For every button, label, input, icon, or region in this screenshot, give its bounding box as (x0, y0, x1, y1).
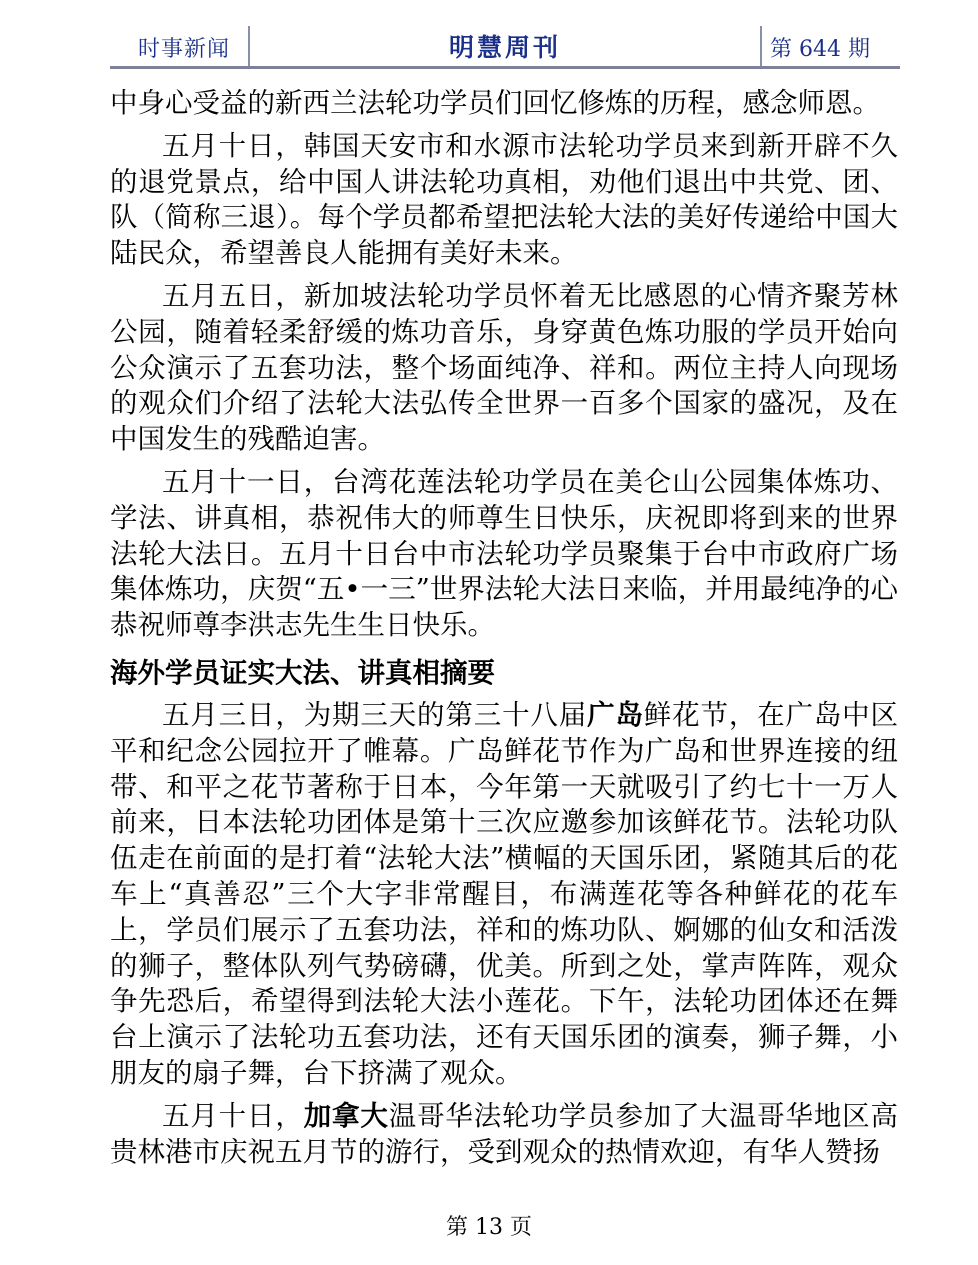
issue-number: 第 644 期 (770, 37, 870, 62)
paragraph-canada (110, 1099, 898, 1171)
location-emphasis: 加拿大 (303, 1099, 389, 1132)
page-number: 第 13 页 (446, 1215, 532, 1240)
header-rule (110, 66, 900, 69)
text-run: 温哥华法轮功学员参加了大温哥华地区高贵林港市庆祝五月节的游行，受到观众的热情欢迎，有华人赞扬 (110, 1099, 899, 1168)
text-run: 五月三日，为期三天的第三十八届 (162, 698, 588, 731)
location-emphasis: 广岛 (587, 698, 644, 731)
header-divider-right (760, 26, 762, 66)
text-run: 鲜花节，在广岛中区平和纪念公园拉开了帷幕。广岛鲜花节作为广岛和世界连接的纽带、和平之花节著称于日本，今年第一天就吸引了约七十一万人前来，日本法轮功团体是第十三次应邀参加该鲜花节。法轮功队伍走在前面的是打着“法轮大法”横幅的天国乐团，紧随其后的花车上“真善忍”三个大字非常醒目，布满莲花等各种鲜花的花车上，学员们展示了五套功法，祥和的炼功队、婀娜的仙女和活泼的狮子，整体队列气势磅礴，优美。所到之处，掌声阵阵，观众争先恐后，希望得到法轮大法小莲花。下午，法轮功团体还在舞台上演示了法轮功五套功法，还有天国乐团的演奏，狮子舞，小朋友的扇子舞，台下挤满了观众。 (110, 698, 899, 1089)
text-run: 五月十日， (162, 1099, 304, 1132)
paragraph-korea: 五月十日，韩国天安市和水源市法轮功学员来到新开辟不久的退党景点，给中国人讲法轮功真相，劝他们退出中共党、团、队（简称三退）。每个学员都希望把法轮大法的美好传递给中国大陆民众，希望善良人能拥有美好未来。 (110, 129, 898, 270)
page-header (110, 26, 900, 68)
paragraph-continued: 中身心受益的新西兰法轮功学员们回忆修炼的历程，感念师恩。 (110, 87, 880, 119)
publication-title: 明慧周刊 (448, 33, 561, 62)
paragraph-hiroshima (110, 698, 898, 1092)
article-body (110, 86, 898, 1170)
paragraph-taiwan: 五月十一日，台湾花莲法轮功学员在美仑山公园集体炼功、学法、讲真相，恭祝伟大的师尊生日快乐，庆祝即将到来的世界法轮大法日。五月十日台中市法轮功学员聚集于台中市政府广场集体炼功，庆贺“五•一三”世界法轮大法日来临，并用最纯净的心恭祝师尊李洪志先生生日快乐。 (110, 465, 898, 642)
section-heading: 海外学员证实大法、讲真相摘要 (110, 656, 495, 689)
section-label: 时事新闻 (138, 37, 231, 62)
paragraph-singapore: 五月五日，新加坡法轮功学员怀着无比感恩的心情齐聚芳林公园，随着轻柔舒缓的炼功音乐，身穿黄色炼功服的学员开始向公众演示了五套功法，整个场面纯净、祥和。两位主持人向现场的观众们介绍了法轮大法弘传全世界一百多个国家的盛况，及在中国发生的残酷迫害。 (110, 279, 898, 456)
